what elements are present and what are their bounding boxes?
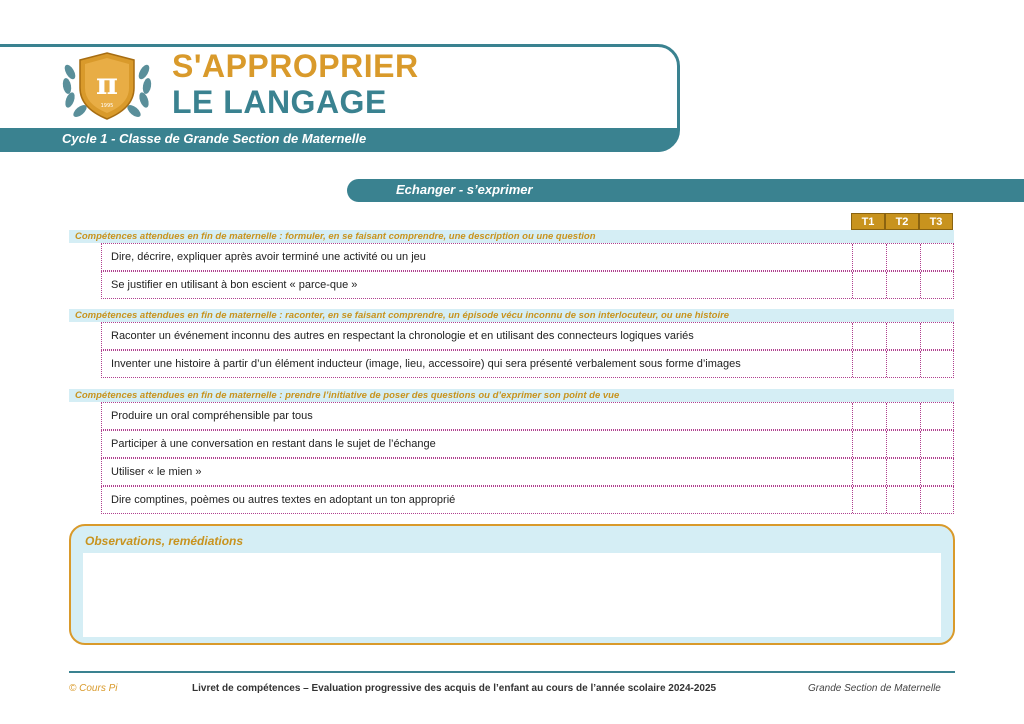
trimester-header-t3: T3 xyxy=(919,213,953,230)
logo-symbol: π xyxy=(96,67,118,102)
t2-check-cell[interactable] xyxy=(886,272,920,298)
observations-box xyxy=(69,524,955,645)
competence-label: Raconter un événement inconnu des autres en respectant la chronologie et en utilisant des connecteurs logiques variés xyxy=(111,330,694,342)
t3-check-cell[interactable] xyxy=(920,487,954,513)
competence-row xyxy=(101,322,954,350)
footer-title: Livret de compétences – Evaluation progressive des acquis de l’enfant au cours de l’année scolaire 2024-2025 xyxy=(192,683,717,694)
competence-row xyxy=(101,402,954,430)
competence-label: Participer à une conversation en restant dans le sujet de l’échange xyxy=(111,438,436,450)
t3-check-cell[interactable] xyxy=(920,431,954,457)
competence-label: Dire, décrire, expliquer après avoir terminé une activité ou un jeu xyxy=(111,251,426,263)
t3-check-cell[interactable] xyxy=(920,272,954,298)
page-title-line1: S'APPROPRIER xyxy=(172,48,419,84)
t3-check-cell[interactable] xyxy=(920,323,954,349)
t3-check-cell[interactable] xyxy=(920,244,954,270)
t1-check-cell[interactable] xyxy=(852,487,886,513)
footer-level: Grande Section de Maternelle xyxy=(808,683,941,694)
page-title-line2: LE LANGAGE xyxy=(172,84,387,120)
t1-check-cell[interactable] xyxy=(852,323,886,349)
t2-check-cell[interactable] xyxy=(886,431,920,457)
competence-heading: Compétences attendues en fin de maternelle : formuler, en se faisant comprendre, une description ou une question xyxy=(69,230,954,243)
footer-divider xyxy=(69,671,955,673)
trimester-header-t2: T2 xyxy=(885,213,919,230)
t1-check-cell[interactable] xyxy=(852,244,886,270)
competence-row xyxy=(101,243,954,271)
competence-label: Inventer une histoire à partir d’un élément inducteur (image, lieu, accessoire) qui sera présenté verbalement sous forme d’images xyxy=(111,358,741,370)
competence-row xyxy=(101,350,954,378)
competence-heading: Compétences attendues en fin de maternelle : raconter, en se faisant comprendre, un épisode vécu inconnu de son interlocuteur, ou une histoire xyxy=(69,309,954,322)
competence-label: Se justifier en utilisant à bon escient « parce-que » xyxy=(111,279,358,291)
t1-check-cell[interactable] xyxy=(852,459,886,485)
t2-check-cell[interactable] xyxy=(886,323,920,349)
t2-check-cell[interactable] xyxy=(886,459,920,485)
competence-row xyxy=(101,430,954,458)
t3-check-cell[interactable] xyxy=(920,351,954,377)
t2-check-cell[interactable] xyxy=(886,351,920,377)
observations-area[interactable] xyxy=(83,553,941,637)
competence-row xyxy=(101,486,954,514)
competence-label: Dire comptines, poèmes ou autres textes en adoptant un ton approprié xyxy=(111,494,456,506)
t1-check-cell[interactable] xyxy=(852,351,886,377)
t3-check-cell[interactable] xyxy=(920,459,954,485)
competence-row xyxy=(101,271,954,299)
competence-heading: Compétences attendues en fin de maternelle : prendre l’initiative de poser des questions ou d’exprimer son point de vue xyxy=(69,389,954,402)
competence-row xyxy=(101,458,954,486)
t1-check-cell[interactable] xyxy=(852,431,886,457)
t2-check-cell[interactable] xyxy=(886,403,920,429)
cycle-label: Cycle 1 - Classe de Grande Section de Maternelle xyxy=(62,131,367,146)
cours-pi-logo xyxy=(60,50,154,122)
t1-check-cell[interactable] xyxy=(852,403,886,429)
t3-check-cell[interactable] xyxy=(920,403,954,429)
trimester-header-t1: T1 xyxy=(851,213,885,230)
observations-label: Observations, remédiations xyxy=(85,534,244,548)
footer-copyright: © Cours Pi xyxy=(69,683,118,694)
competence-label: Produire un oral compréhensible par tous xyxy=(111,410,313,422)
t1-check-cell[interactable] xyxy=(852,272,886,298)
competence-label: Utiliser « le mien » xyxy=(111,466,202,478)
t2-check-cell[interactable] xyxy=(886,244,920,270)
section-title: Echanger - s’exprimer xyxy=(396,182,533,197)
t2-check-cell[interactable] xyxy=(886,487,920,513)
logo-year: 1995 xyxy=(100,103,114,109)
